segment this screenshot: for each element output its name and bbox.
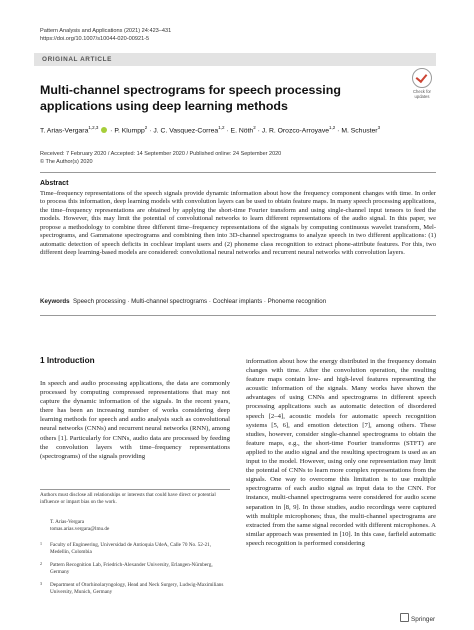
divider bbox=[40, 315, 436, 316]
paragraph: In speech and audio processing applications, the data are commonly processed by computing compressed representations that may not capture the dynamic information of the signals. In the recent years, there has been an increasing number of works considering deep learning methods for speech and audio analysis such as convolutional neural networks (CNNs) and recurrent neural networks (RNN), among others [1]. Particularly for CNNs, audio data are processed by feeding the convolution layers with time–frequency representations (spectrograms) of the signals providing bbox=[40, 380, 230, 460]
author-affiliation-ref: 2 bbox=[253, 125, 256, 130]
article-type-label: ORIGINAL ARTICLE bbox=[42, 56, 112, 63]
affiliation-number: 1 bbox=[40, 541, 42, 546]
journal-name: Pattern Analysis and Applications (2021) 24:423–431 bbox=[40, 28, 172, 34]
author-name[interactable]: T. Arias-Vergara bbox=[40, 127, 89, 135]
paper-title: Multi-channel spectrograms for speech processing applications using deep learning methods bbox=[40, 83, 341, 113]
dates-line: Received: 7 February 2020 / Accepted: 14 September 2020 / Published online: 24 September 2020 bbox=[40, 151, 282, 157]
author-affiliation-ref: 3 bbox=[377, 125, 381, 130]
author-name[interactable]: J. C. Vasquez-Correa bbox=[153, 127, 219, 135]
corresponding-name: T. Arias-Vergara bbox=[50, 519, 85, 525]
affiliation-number: 2 bbox=[40, 561, 42, 566]
journal-header bbox=[40, 27, 171, 43]
corresponding-email[interactable]: tomas.arias.vergara@lmu.de bbox=[50, 525, 110, 532]
author-name[interactable]: E. Nöth bbox=[230, 127, 254, 135]
keywords-text: Speech processing · Multi-channel spectrograms · Cochlear implants · Phoneme recognition bbox=[73, 298, 327, 305]
keywords bbox=[40, 298, 326, 305]
footnote-divider bbox=[40, 489, 230, 490]
publisher-logo bbox=[400, 613, 435, 623]
check-updates-label: Check for updates bbox=[413, 89, 431, 99]
affiliation-text: Faculty of Engineering, Universidad de Antioquia UdeA, Calle 70 No. 52-21, Medellín, Colombia bbox=[50, 542, 212, 555]
affiliation-text: Pattern Recognition Lab, Friedrich-Alexander University, Erlangen-Nürnberg, Germany bbox=[50, 562, 213, 575]
author-affiliation-ref: 2 bbox=[144, 125, 148, 130]
abstract-heading: Abstract bbox=[40, 180, 69, 187]
article-type-bar bbox=[34, 53, 436, 66]
corresponding-author bbox=[40, 519, 230, 532]
publisher-name: Springer bbox=[411, 616, 436, 623]
publication-dates bbox=[40, 150, 281, 166]
affiliation bbox=[40, 542, 230, 555]
right-column bbox=[246, 357, 436, 548]
author-name[interactable]: J. R. Orozco-Arroyave bbox=[261, 127, 329, 135]
affiliation bbox=[40, 562, 230, 575]
keywords-label: Keywords bbox=[40, 298, 70, 305]
abstract-text: Time–frequency representations of the speech signals provide dynamic information about how the frequency component changes with time. In order to process this information, deep learning models with convolution layers can be used to obtain feature maps. In many speech processing applications, the time–frequency representations are obtained by applying the short-time Fourier transform and using single-channel input tensors to feed the models. However, this may limit the potential of convolutional networks to learn different representations of the audio signal. In this paper, we propose a methodology to combine three different time–frequency representations of the signals by computing continuous wavelet transform, Mel-spectrograms, and Gammatone spectrograms and combining then into 3D-channel spectrograms to analyze speech in two different applications: (1) automatic detection of speech deficits in cochlear implant users and (2) phoneme class recognition to extract phone-attribute features. For this, two different deep learning-based models are considered: convolutional neural networks and recurrent neural networks with convolution layers. bbox=[40, 190, 436, 257]
author-affiliation-ref: 1,2 bbox=[329, 125, 336, 130]
author-affiliation-ref: 1,2 bbox=[218, 125, 225, 130]
affiliation-number: 3 bbox=[40, 581, 42, 586]
copyright-line: © The Author(s) 2020 bbox=[40, 159, 93, 165]
springer-horse-icon bbox=[400, 613, 409, 622]
affiliation bbox=[40, 582, 230, 595]
left-column bbox=[40, 379, 230, 461]
divider bbox=[40, 172, 436, 173]
author-name[interactable]: M. Schuster bbox=[341, 127, 378, 135]
paragraph: information about how the energy distributed in the frequency domain changes with time. After the convolution operation, the resulting feature maps contain low- and high-level features representing the acoustic information of the signals. Many works have shown the advantages of using CNNs and spectrograms in different speech processing applications such as automatic detection of disordered speech [2–4], acoustic models for automatic speech recognition systems [5, 6], and emotion detection [7], among others. These studies, however, consider single-channel spectrograms to obtain the feature maps, e.g., the short-time Fourier transforms (STFT) are applied to the audio signal and the resulting spectrogram is used as an input to the model. However, using only one representation may limit the potential of CNNs to learn more complex representations from the signals. One way to overcome this limitation is to use multiple spectrograms of each audio signal as input data to the CNN. For instance, multi-channel spectrograms were considered for audio scene separation in [8, 9]. In those studies, audio recordings were captured with multiple microphones; thus, the multi-channel spectrograms are extracted from the same signal recorded with different microphones. A similar approach was presented in [10]. In this case, farfield automatic speech recognition is performed considering bbox=[246, 358, 436, 547]
author-affiliation-ref: 1,2,3 bbox=[88, 125, 99, 130]
disclosure-note: Authors must disclose all relationships or interests that could have direct or potential influence or impart bias on the work. bbox=[40, 492, 216, 505]
author-name[interactable]: P. Klumpp bbox=[114, 127, 145, 135]
author-list: T. Arias-Vergara$^{1,2,3}$ · P. Klumpp$^2$ · J. C. Vasquez-Correa$^{1,2}$ · E. Nöth$^2$ · J. R. Orozco-Arroyave$^{1,2}$ · M. Schuster$^3$ bbox=[40, 125, 381, 135]
check-for-updates-button[interactable] bbox=[408, 68, 436, 99]
doi-link[interactable]: https://doi.org/10.1007/s10044-020-00921-5 bbox=[40, 36, 150, 42]
affiliation-text: Department of Otorhinolaryngology, Head and Neck Surgery, Ludwig-Maximilians University, Munich, Germany bbox=[50, 582, 224, 595]
check-updates-icon bbox=[412, 68, 432, 88]
orcid-icon[interactable] bbox=[101, 127, 107, 133]
section-heading: 1 Introduction bbox=[40, 356, 95, 365]
